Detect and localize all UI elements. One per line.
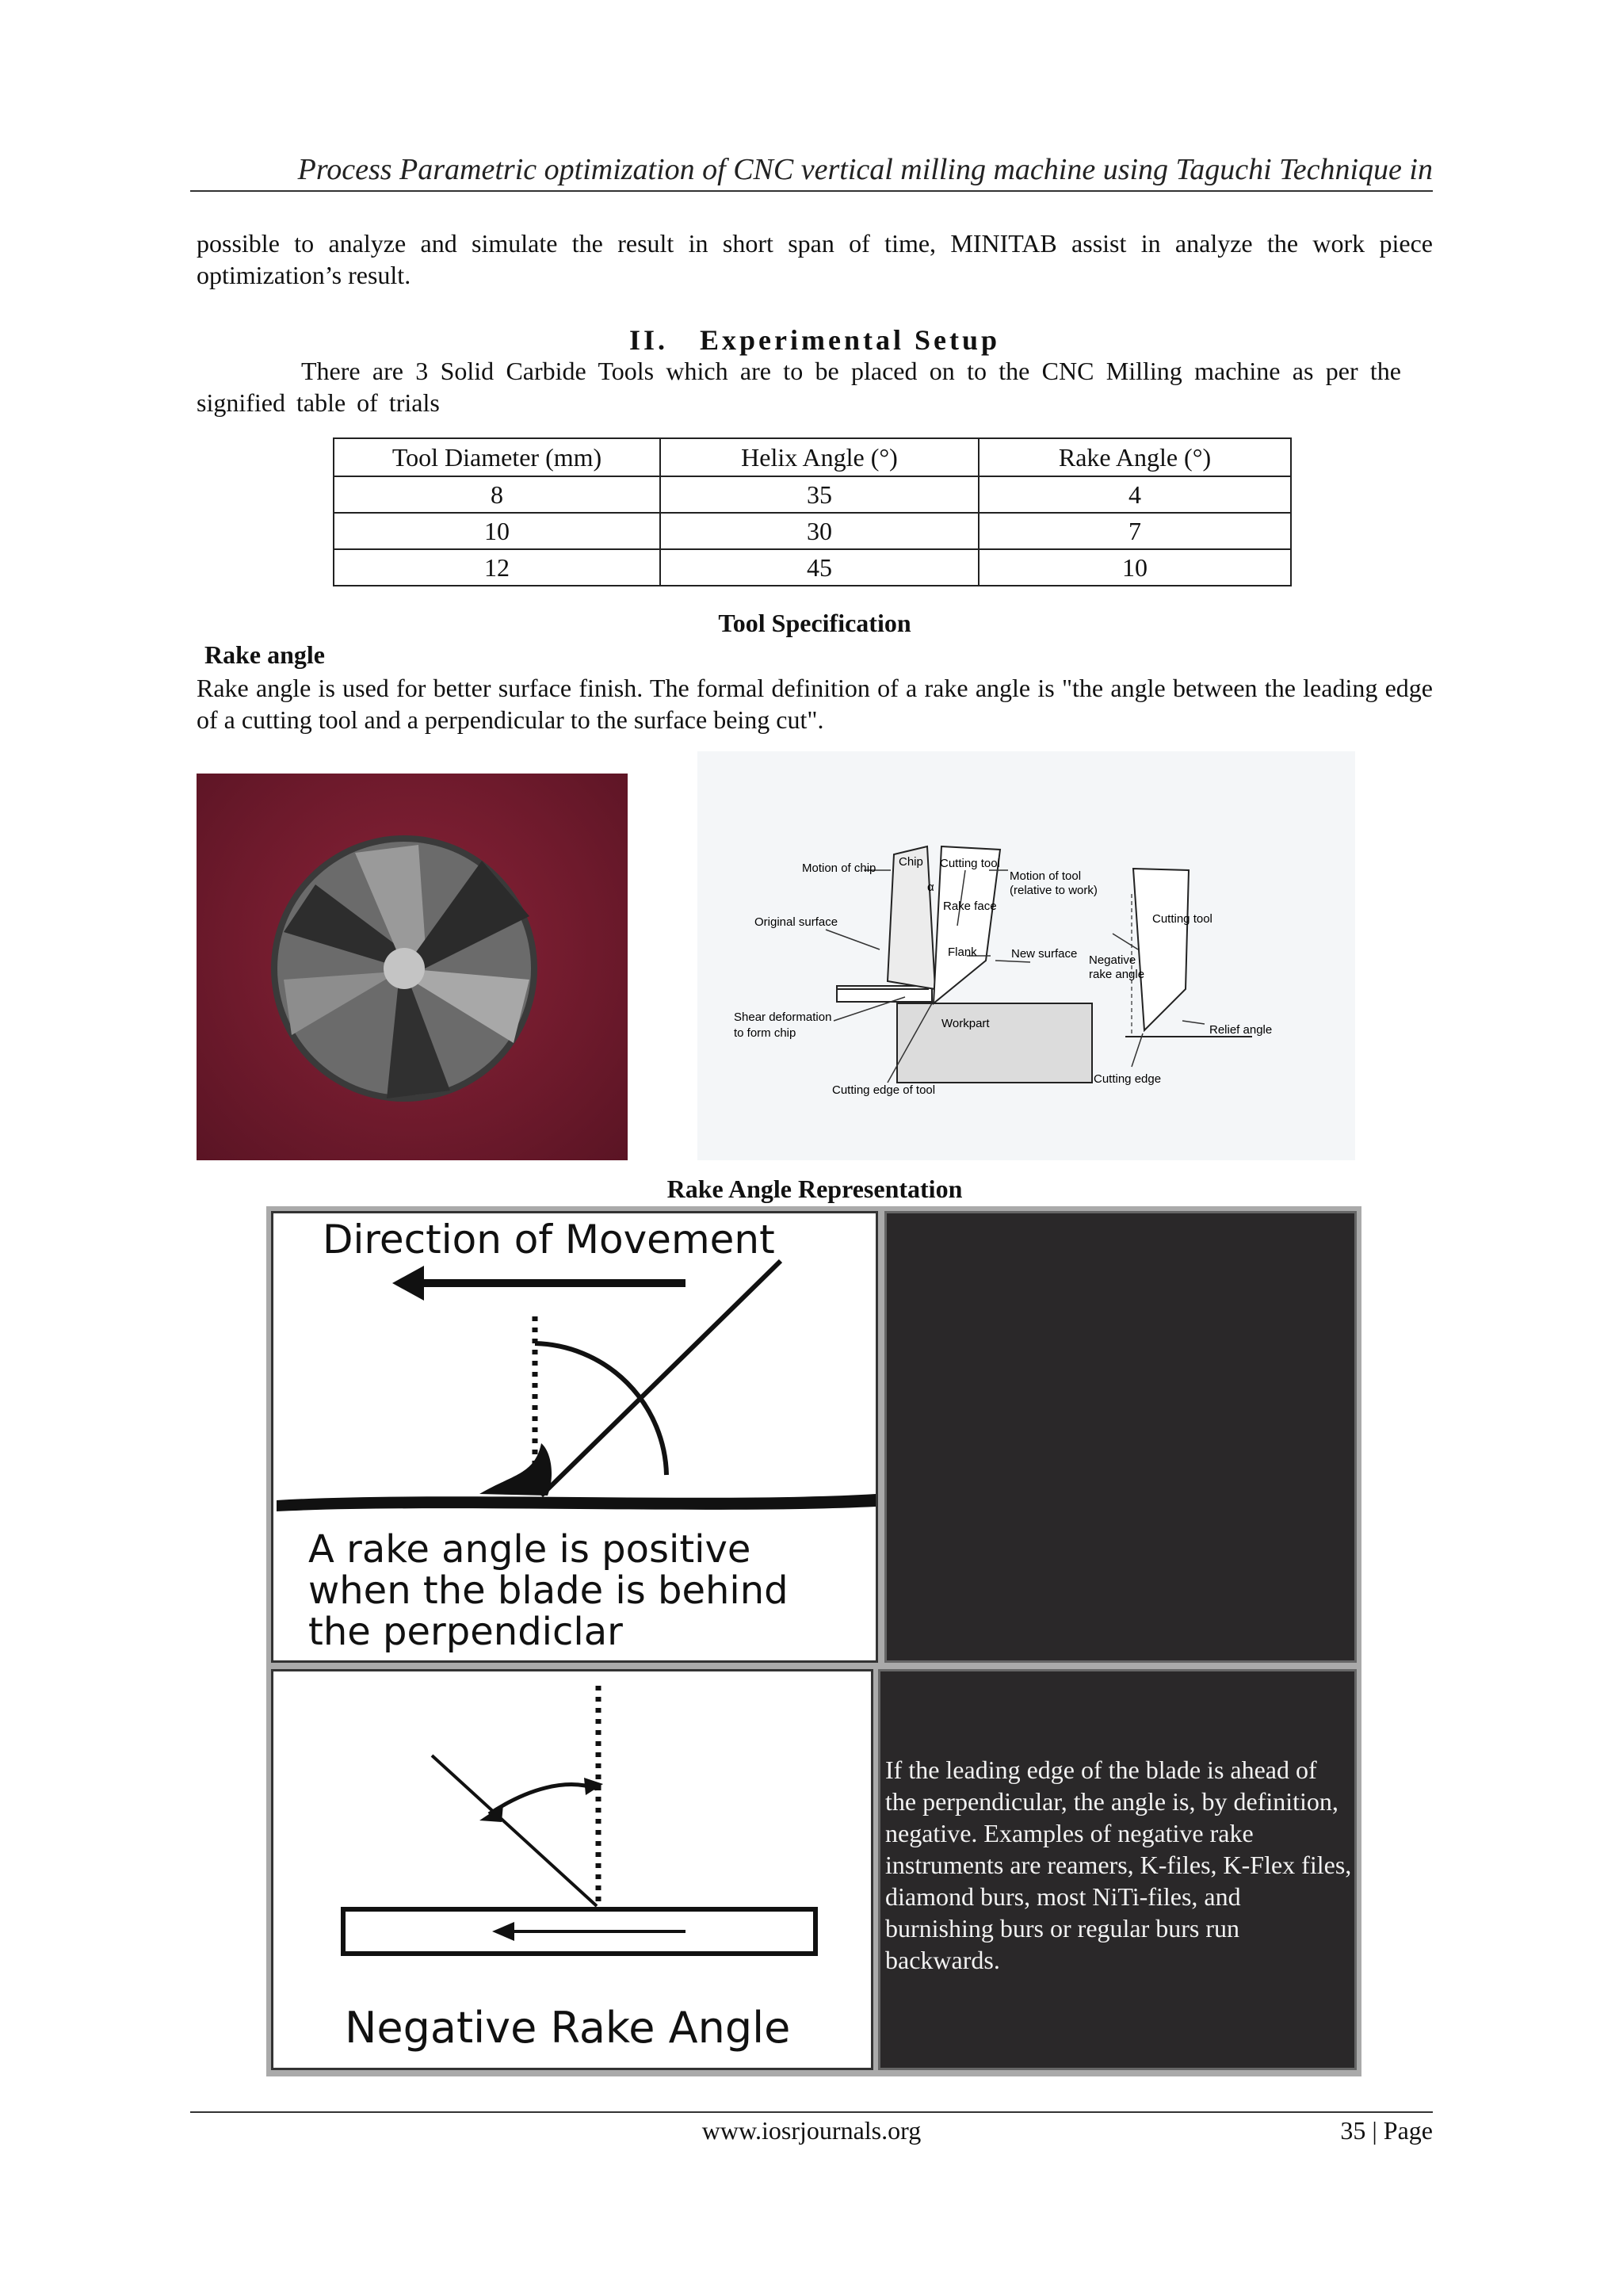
- column-header: Helix Angle (°): [660, 438, 979, 476]
- opening-paragraph: possible to analyze and simulate the result in short span of time, MINITAB assist in analyze the work piece optimization’s result.: [197, 229, 1433, 289]
- table-row: [334, 476, 1291, 513]
- label-chip: Chip: [899, 855, 923, 869]
- footer-page-number: 35 | Page: [1340, 2116, 1433, 2145]
- table-cell: 30: [660, 513, 979, 549]
- positive-line-3: the perpendiclar: [308, 1610, 623, 1654]
- end-mill-photo: [197, 774, 628, 1160]
- table-cell: 12: [334, 549, 660, 586]
- positive-rake-panel: [271, 1211, 878, 1663]
- section-number: II.: [628, 324, 668, 356]
- cutting-diagram-svg: [697, 751, 1355, 1160]
- positive-line-1: A rake angle is positive: [308, 1527, 751, 1572]
- negative-rake-panel: [271, 1669, 873, 2070]
- negative-rake-label: Negative Rake Angle: [345, 2003, 791, 2053]
- table-cell: 45: [660, 549, 979, 586]
- label-cutting-edge-of-tool: Cutting edge of tool: [832, 1083, 936, 1097]
- label-cutting-tool: Cutting tool: [940, 857, 1000, 870]
- table-cell: 10: [334, 513, 660, 549]
- label-relief-angle: Relief angle: [1209, 1023, 1273, 1037]
- label-shear-deformation: Shear deformation: [734, 1010, 832, 1024]
- header-rule: [190, 190, 1433, 192]
- label-rake-face: Rake face: [943, 900, 997, 913]
- dark-panel-top: [884, 1211, 1357, 1663]
- rake-angle-figure: [266, 1206, 1361, 2076]
- label-cutting-edge: Cutting edge: [1094, 1072, 1162, 1086]
- table-row: [334, 549, 1291, 586]
- label-negative-rake-angle: rake angle: [1089, 968, 1145, 981]
- label-to-form-chip: to form chip: [734, 1026, 796, 1040]
- running-header: Process Parametric optimization of CNC vertical milling machine using Taguchi Technique in: [297, 153, 1433, 186]
- tool-specification-table: [333, 437, 1292, 586]
- dark-panel-bottom: [878, 1669, 1357, 2070]
- label-motion-of-chip: Motion of chip: [802, 861, 876, 875]
- label-workpart: Workpart: [941, 1017, 990, 1030]
- figure-caption: Rake Angle Representation: [666, 1175, 963, 1203]
- label-cutting-tool-right: Cutting tool: [1152, 912, 1212, 926]
- label-alpha: α: [927, 881, 934, 894]
- table-row: [334, 513, 1291, 549]
- negative-rake-description: If the leading edge of the blade is ahead of the perpendicular, the angle is, by definition, negative. Examples of negative rake instruments are reamers, K-files, K-Flex files, diamond burs, most NiTi-files, and burnishing burs or regular burs run backwards.: [885, 1755, 1352, 1974]
- label-new-surface: New surface: [1011, 947, 1078, 961]
- label-original-surface: Original surface: [754, 915, 838, 929]
- positive-rake-svg: [273, 1213, 876, 1660]
- end-mill-illustration: [197, 774, 628, 1160]
- positive-line-2: when the blade is behind: [308, 1568, 789, 1613]
- column-header: Rake Angle (°): [979, 438, 1291, 476]
- section-heading: [197, 323, 1433, 357]
- table-caption: Tool Specification: [718, 609, 911, 637]
- table-cell: 7: [979, 513, 1291, 549]
- table-cell: 10: [979, 549, 1291, 586]
- section-title: Experimental Setup: [700, 324, 1001, 356]
- rake-angle-paragraph: Rake angle is used for better surface finish. The formal definition of a rake angle is "the angle between the leading edge of a cutting tool and a perpendicular to the surface being cut".: [197, 674, 1433, 734]
- table-cell: 4: [979, 476, 1291, 513]
- table-cell: 35: [660, 476, 979, 513]
- label-relative-to-work: (relative to work): [1010, 884, 1098, 897]
- table-cell: 8: [334, 476, 660, 513]
- cutting-geometry-diagram: [697, 751, 1355, 1160]
- footer-rule: [190, 2111, 1433, 2113]
- negative-rake-svg: [273, 1671, 871, 2068]
- direction-heading: Direction of Movement: [323, 1217, 775, 1263]
- footer-website: www.iosrjournals.org: [701, 2116, 922, 2145]
- column-header: Tool Diameter (mm): [334, 438, 660, 476]
- table-header-row: [334, 438, 1291, 476]
- label-motion-of-tool: Motion of tool: [1010, 869, 1082, 883]
- intro-paragraph: There are 3 Solid Carbide Tools which are to be placed on to the CNC Milling machine as per the signified table of trials: [197, 357, 1401, 417]
- label-flank: Flank: [948, 946, 977, 959]
- label-negative: Negative: [1089, 953, 1136, 967]
- rake-angle-subheading: Rake angle: [204, 640, 325, 669]
